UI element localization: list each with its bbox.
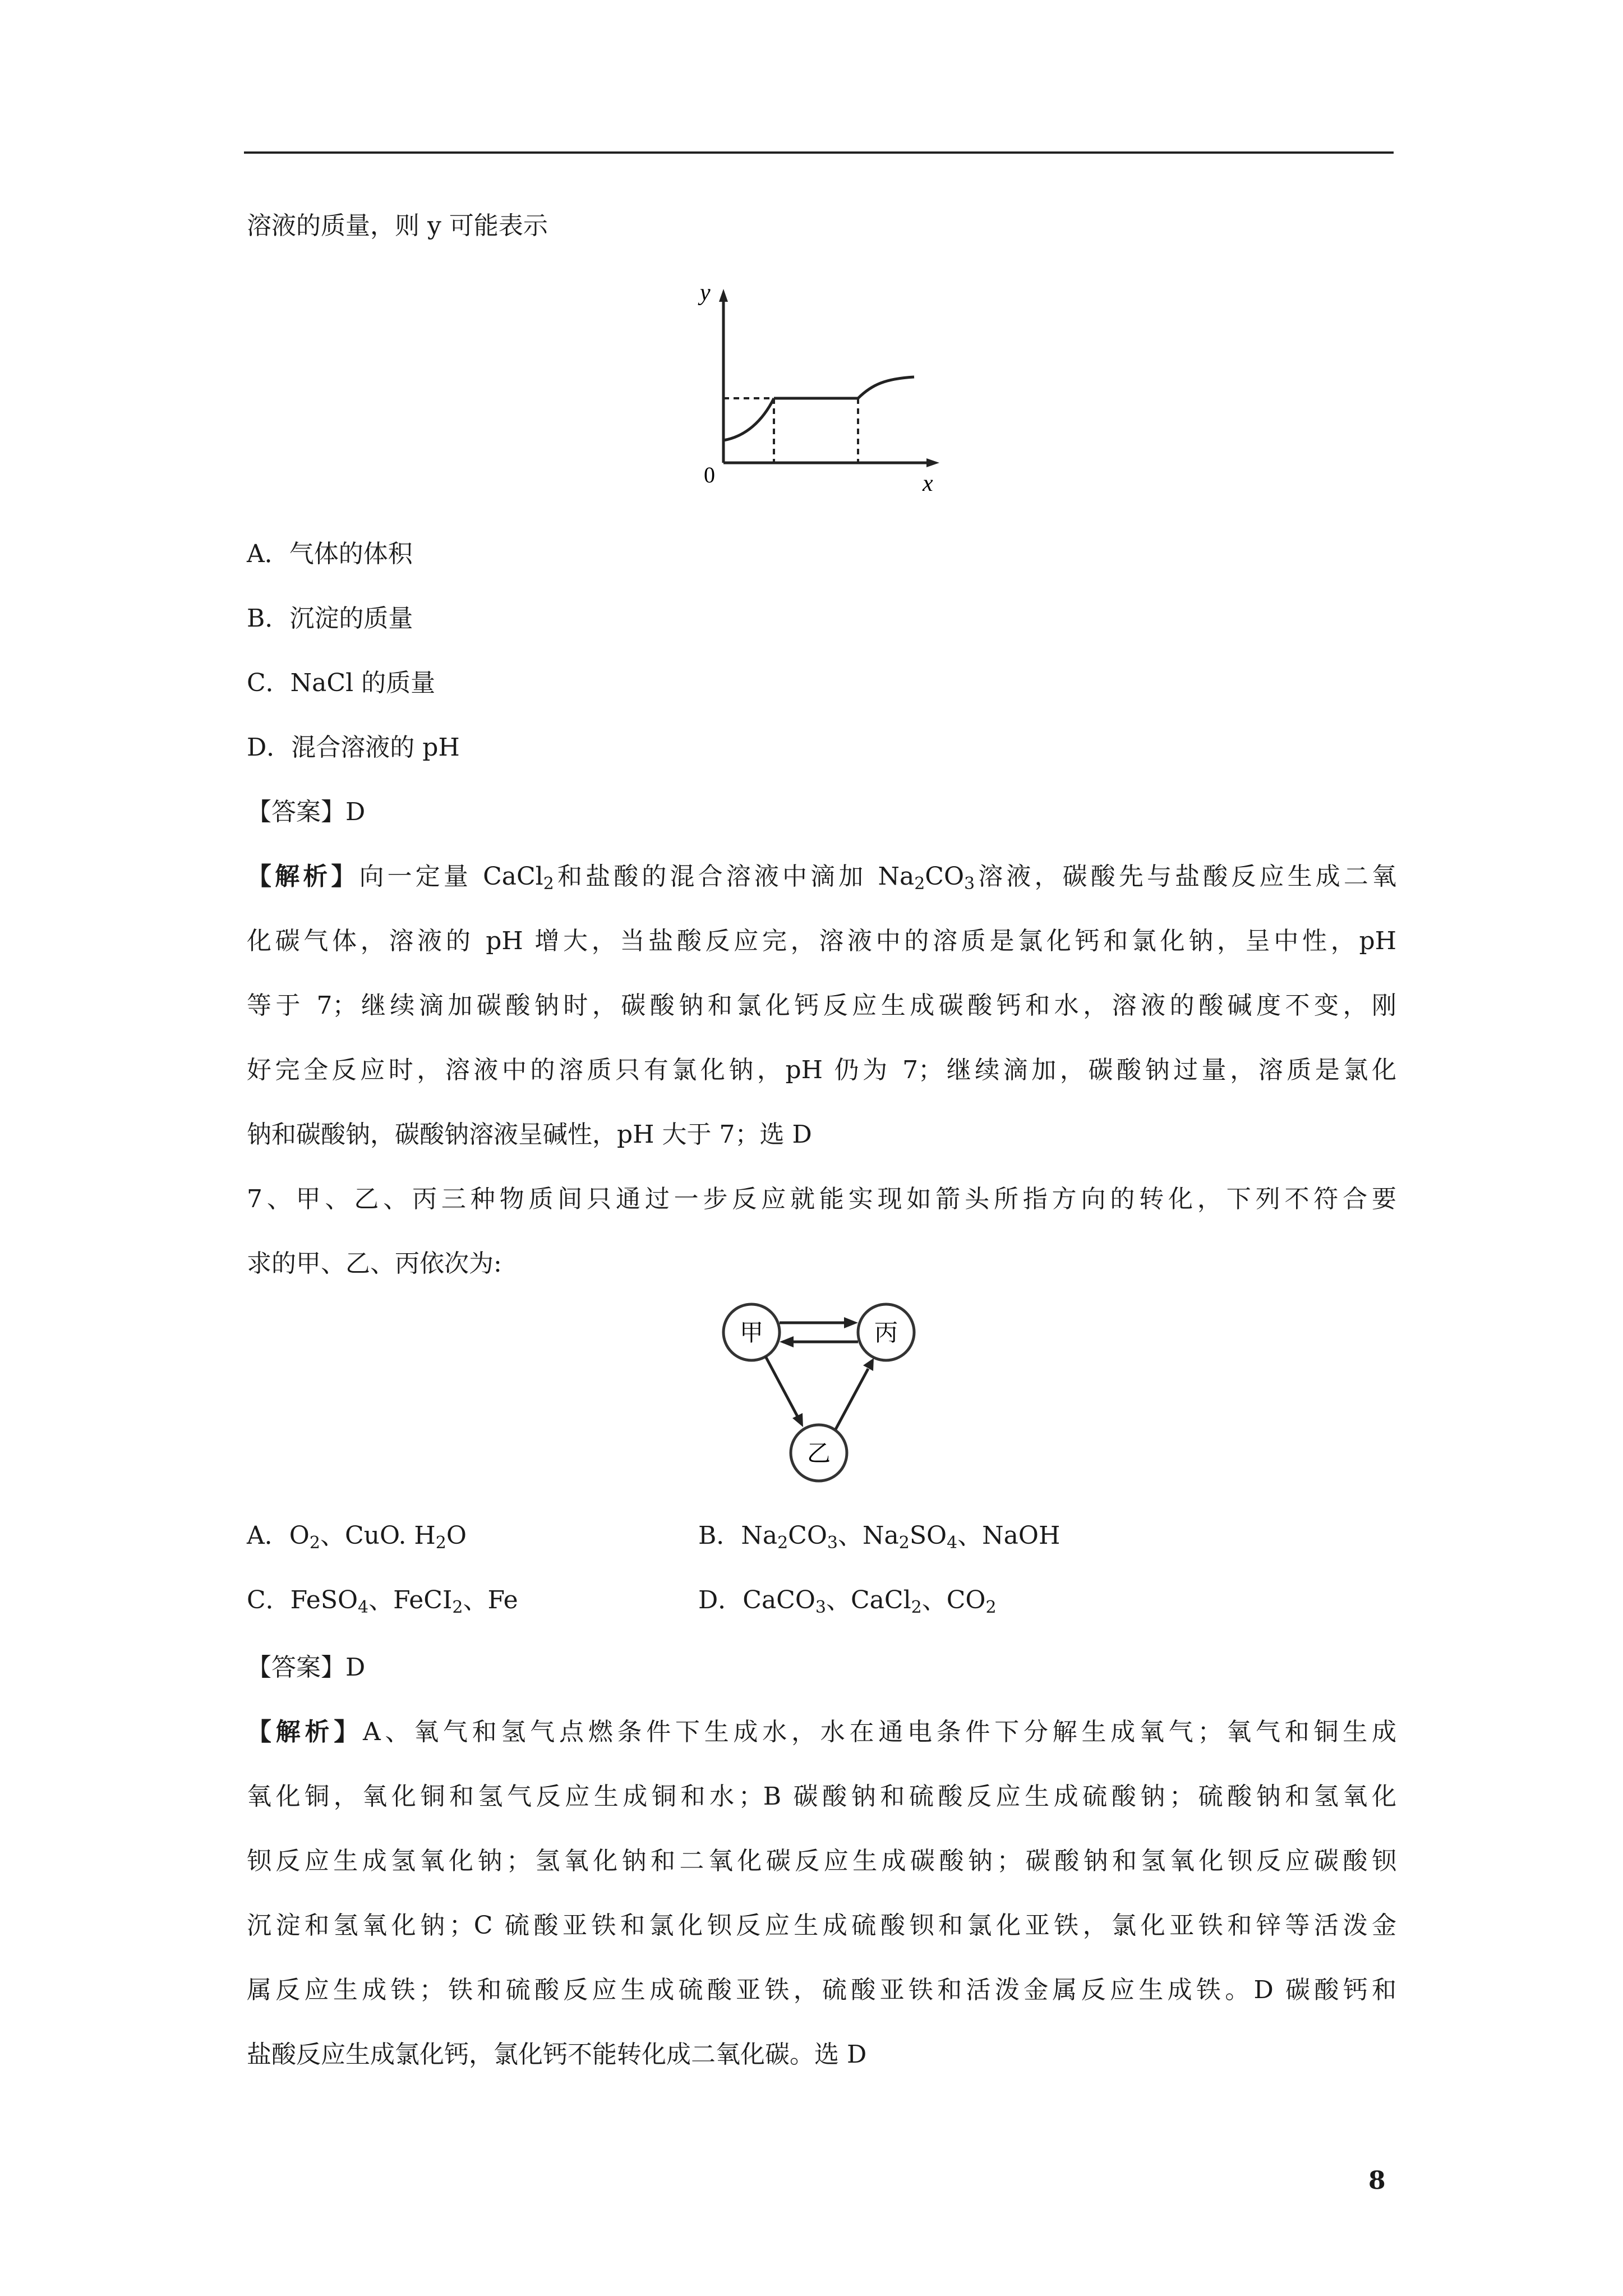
analysis-label: 【解析】 xyxy=(247,862,359,891)
q7-options-row-2 xyxy=(247,1585,1396,1616)
y-axis-label: y xyxy=(700,280,711,306)
analysis-1-line-4: 好完全反应时，溶液中的溶质只有氯化钠，pH 仍为 7；继续滴加，碳酸钠过量，溶质是氯化 xyxy=(247,1056,1396,1084)
analysis-2-line-5: 属反应生成铁；铁和硫酸反应生成硫酸亚铁，硫酸亚铁和活泼金属反应生成铁。D 碳酸钙和 xyxy=(247,1976,1396,2004)
conversion-diagram xyxy=(712,1290,937,1503)
q7-option-c: C．FeSO$_4$、FeCI$_2$、Fe xyxy=(247,1586,518,1617)
question-7-line-2: 求的甲、乙、丙依次为: xyxy=(247,1249,502,1278)
q7-options-row-1 xyxy=(247,1520,1396,1552)
analysis-2-line-4: 沉淀和氢氧化钠；C 硫酸亚铁和氯化钡反应生成硫酸钡和氯化亚铁，氯化亚铁和锌等活泼金 xyxy=(247,1911,1396,1940)
analysis-1-line-3: 等于 7；继续滴加碳酸钠时，碳酸钠和氯化钙反应生成碳酸钙和水，溶液的酸碱度不变，刚 xyxy=(247,991,1396,1020)
line-graph xyxy=(690,280,953,505)
answer-1 xyxy=(247,797,1396,828)
analysis-1-line-2: 化碳气体，溶液的 pH 增大，当盐酸反应完，溶液中的溶质是氯化钙和氯化钠，呈中性，pH xyxy=(247,927,1396,955)
answer-value: D xyxy=(345,798,366,826)
analysis-label: 【解析】 xyxy=(247,1718,363,1746)
analysis-1-line-5: 钠和碳酸钠，碳酸钠溶液呈碱性，pH 大于 7；选 D xyxy=(247,1120,812,1149)
node-yi: 乙 xyxy=(806,1439,831,1467)
option-c: C．NaCl 的质量 xyxy=(247,669,436,697)
analysis-2-line-6: 盐酸反应生成氯化钙，氯化钙不能转化成二氧化碳。选 D xyxy=(247,2040,867,2069)
answer-label: 【答案】 xyxy=(247,1653,345,1682)
option-a: A．气体的体积 xyxy=(247,540,413,568)
node-bing: 丙 xyxy=(874,1319,898,1346)
analysis-2-line-2: 氧化铜，氧化铜和氢气反应生成铜和水；B 碳酸钠和硫酸反应生成硫酸钠；硫酸钠和氢氧化 xyxy=(247,1782,1396,1811)
analysis-2-line-1: 【解析】A、氧气和氢气点燃条件下生成水，水在通电条件下分解生成氧气；氧气和铜生成 xyxy=(247,1718,1396,1746)
option-d: D．混合溶液的 pH xyxy=(247,733,460,762)
answer-2 xyxy=(247,1652,1396,1683)
q7-option-d: D．CaCO$_3$、CaCl$_2$、$CO_2$ xyxy=(698,1586,997,1617)
node-jia: 甲 xyxy=(739,1319,764,1346)
header-rule xyxy=(244,151,1394,154)
analysis-2-line-3: 钡反应生成氢氧化钠；氢氧化钠和二氧化碳反应生成碳酸钠；碳酸钠和氢氧化钡反应碳酸钡 xyxy=(247,1847,1396,1875)
origin-label: 0 xyxy=(704,462,715,487)
answer-label: 【答案】 xyxy=(247,798,345,826)
page-number: 8 xyxy=(1368,2166,1386,2195)
q7-option-a: A．$O_2$、CuO. $H_2O$ xyxy=(247,1521,467,1553)
analysis-1-line-1: 【解析】向一定量 CaCl$_2$和盐酸的混合溶液中滴加 $Na_2CO_3$溶液，碳酸先与盐酸反应生成二氧 xyxy=(247,862,1396,894)
question-stem-end: 溶液的质量，则 y 可能表示 xyxy=(247,211,548,240)
answer-value: D xyxy=(345,1653,366,1682)
x-axis-label: x xyxy=(923,471,933,496)
option-b: B．沉淀的质量 xyxy=(247,604,413,633)
q7-option-b: B．$Na_2CO_3$、$Na_2SO_4$、NaOH xyxy=(698,1521,1061,1553)
question-7-line-1: 7、甲、乙、丙三种物质间只通过一步反应就能实现如箭头所指方向的转化，下列不符合要 xyxy=(247,1185,1396,1213)
